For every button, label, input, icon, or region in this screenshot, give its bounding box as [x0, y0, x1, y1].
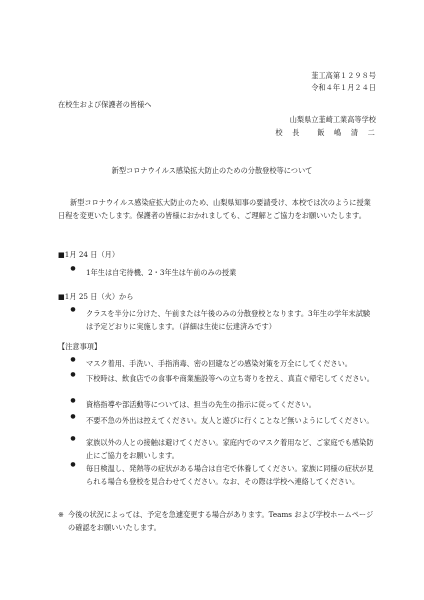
bullet-icon: ● [70, 461, 76, 468]
footnote-mark: ※ [58, 510, 65, 519]
bullet-icon: ● [70, 356, 76, 363]
list-item-text: 毎日検温し、発熱等の症状がある場合は自宅で休養してください。家族に同様の症状が見られる場合も登校を見合わせてください。なお、その際は学校へ連絡してください。 [86, 464, 374, 486]
list-item-text: マスク着用、手洗い、手指消毒、密の回避などの感染対策を万全にしてください。 [86, 359, 352, 368]
list-item-text: クラスを半分に分けた、午前または午後のみの分散登校となります。3年生の学年末試験は予定どおりに実施します。（詳細は生徒に伝達済みです） [86, 309, 371, 331]
list-item-text: 家族以外の人との接触は避けてください。家庭内でのマスク着用など、ご家庭でも感染防止にご協力をお願いします。 [86, 438, 374, 460]
bullet-icon: ● [70, 397, 76, 404]
list-item-text: 1年生は自宅待機、2・3年生は午前のみの授業 [86, 268, 237, 277]
section-heading-notes: 【注意事項】 [58, 342, 102, 351]
section-heading-jan24: ■1月 24 日（月） [58, 250, 120, 259]
document-date: 令和４年１月２４日 [311, 83, 376, 92]
document-number: 韮工高第１２９８号 [311, 71, 376, 80]
sender-principal: 校 長 飯 嶋 清 二 [275, 128, 376, 137]
footnote-text: 今後の状況によっては、予定を急遽変更する場合があります。Teams および学校ホームページの確認をお願いいたします。 [68, 510, 374, 532]
document-title: 新型コロナウイルス感染拡大防止のための分散登校等について [111, 166, 313, 175]
list-item-text: 下校時は、飲食店での食事や商業施設等への立ち寄りを控え、真直ぐ帰宅してください。 [86, 374, 374, 383]
bullet-icon: ● [70, 413, 76, 420]
bullet-icon: ● [70, 265, 76, 272]
bullet-icon: ● [70, 435, 76, 442]
bullet-icon: ● [70, 371, 76, 378]
addressee: 在校生および保護者の皆様へ [58, 100, 152, 109]
sender-school: 山梨県立韮崎工業高等学校 [289, 115, 376, 124]
bullet-icon: ● [70, 306, 76, 313]
section-heading-jan25: ■1月 25 日（火）から [58, 292, 134, 301]
list-item-text: 資格指導や部活動等については、担当の先生の指示に従ってください。 [86, 400, 316, 409]
list-item-text: 不要不急の外出は控えてください。友人と遊びに行くことなど無いようにしてください。 [86, 416, 374, 425]
intro-paragraph: 新型コロナウイルス感染症拡大防止のため、山梨県知事の要請受け、本校では次のように授業日程を変更いたします。保護者の皆様におかれましても、ご理解とご協力をお願いいたします。 [58, 198, 371, 220]
